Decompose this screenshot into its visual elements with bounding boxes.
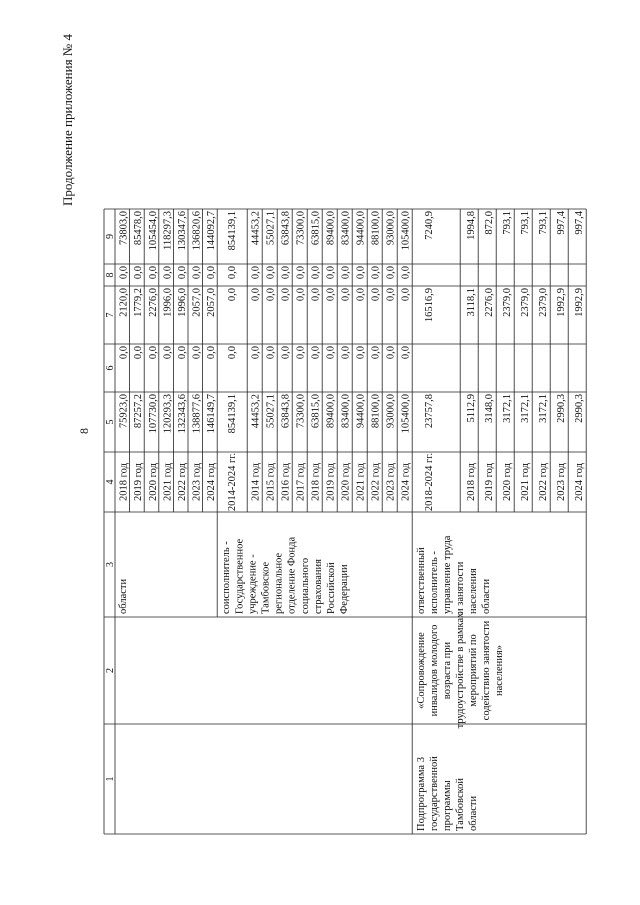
value-cell: 0,0: [147, 266, 159, 280]
value-cell: 854139,1: [227, 211, 239, 251]
period-cell: 2019 год: [325, 463, 337, 501]
value-cell: 107730,0: [147, 394, 159, 434]
value-cell: 118297,3: [162, 211, 174, 250]
page-number: 8: [77, 428, 91, 434]
value-cell: 63843,8: [280, 211, 292, 246]
value-cell: 2057,0: [191, 288, 203, 317]
period-cell: 2018 год: [118, 463, 130, 501]
value-cell: 2057,0: [206, 288, 218, 317]
value-cell: 1992,9: [574, 288, 586, 317]
value-cell: 3172,1: [538, 394, 550, 423]
value-cell: 1996,0: [177, 288, 188, 317]
subprogram-line: Подпрограмма 3: [416, 757, 428, 831]
column-header-8: 8: [105, 272, 117, 278]
column-header-9: 9: [105, 234, 117, 239]
executor-line: ответственный: [416, 547, 428, 614]
period-cell: 2015 год: [265, 463, 277, 501]
executor-line: населения: [468, 568, 480, 614]
period-cell: 2014 год: [250, 463, 262, 501]
financing-table: [104, 209, 586, 834]
col3-line: отделение Фонда: [286, 536, 298, 614]
value-cell: 0,0: [191, 346, 203, 360]
value-cell: 0,0: [400, 288, 412, 302]
period-cell: 2024 год: [400, 463, 412, 501]
value-cell: 132343,6: [177, 394, 188, 434]
value-cell: 0,0: [310, 266, 322, 280]
value-cell: 997,4: [556, 211, 568, 235]
column-header-6: 6: [105, 365, 117, 371]
period-cell: 2021 год: [162, 463, 174, 501]
value-cell: 0,0: [400, 266, 412, 280]
value-cell: 0,0: [295, 346, 307, 360]
value-cell: 793,1: [502, 211, 514, 235]
executor-line: управление труда: [442, 535, 454, 614]
value-cell: 0,0: [118, 346, 130, 360]
period-cell: 2023 год: [191, 463, 203, 501]
value-cell: 0,0: [325, 288, 337, 302]
col3-line: учреждение -: [247, 554, 259, 614]
value-cell: 89400,0: [325, 211, 337, 246]
col3-line: соисполнитель -: [221, 541, 233, 614]
value-cell: 0,0: [355, 288, 367, 302]
value-cell: 0,0: [118, 266, 130, 280]
value-cell: 793,1: [538, 211, 550, 235]
value-cell: 0,0: [250, 266, 262, 280]
period-cell: 2016 год: [280, 463, 292, 501]
col3-line: Российской: [326, 562, 337, 614]
period-cell: 2019 год: [133, 463, 145, 501]
value-cell: 105400,0: [400, 211, 412, 251]
value-cell: 73300,0: [295, 394, 307, 429]
col3-line: Государственное: [234, 538, 246, 614]
value-cell: 0,0: [325, 266, 337, 280]
value-cell: 83400,0: [340, 394, 352, 429]
column-header-4: 4: [105, 479, 117, 485]
value-cell: 0,0: [147, 346, 159, 360]
value-cell: 0,0: [280, 288, 292, 302]
value-cell: 144092,7: [206, 211, 218, 251]
value-cell: 0,0: [265, 288, 277, 302]
period-cell: 2023 год: [385, 463, 397, 501]
value-cell: 793,1: [520, 211, 532, 235]
value-cell: 63843,8: [280, 394, 292, 429]
value-cell: 997,4: [574, 211, 586, 235]
subprogram-line: Тамбовской: [455, 777, 467, 831]
executor-line: и занятости: [455, 561, 467, 614]
subprogram-line: программы: [442, 780, 454, 831]
value-cell: 0,0: [265, 266, 277, 280]
value-cell: 2379,0: [520, 288, 532, 317]
value-cell: 0,0: [250, 346, 262, 360]
value-cell: 854139,1: [227, 394, 239, 434]
event-name-line: трудоустройстве в рамках: [455, 612, 467, 729]
value-cell: 5112,9: [466, 394, 478, 423]
value-cell: 120293,3: [162, 394, 174, 434]
value-cell: 0,0: [280, 346, 292, 360]
period-cell: 2022 год: [177, 463, 188, 501]
period-cell: 2022 год: [538, 463, 550, 501]
period-cell: 2018 год: [310, 463, 322, 501]
value-cell: 0,0: [385, 266, 397, 280]
value-cell: 73803,0: [118, 211, 130, 246]
value-cell: 63815,0: [310, 211, 322, 246]
period-cell: 2018-2024 гг.: [424, 452, 436, 512]
period-cell: 2020 год: [340, 463, 352, 501]
value-cell: 146149,7: [206, 394, 218, 434]
value-cell: 0,0: [133, 346, 145, 360]
value-cell: 94400,0: [355, 211, 367, 246]
value-cell: 85478,0: [133, 211, 145, 246]
value-cell: 83400,0: [340, 211, 352, 246]
column-header-1: 1: [105, 776, 117, 782]
value-cell: 3118,1: [466, 288, 478, 317]
col3-line: социального: [299, 557, 311, 614]
value-cell: 2276,0: [484, 288, 496, 317]
period-cell: 2014-2024 гг.: [227, 452, 239, 512]
event-name-line: населения»: [494, 645, 506, 696]
period-cell: 2021 год: [355, 463, 367, 501]
period-cell: 2020 год: [502, 463, 514, 501]
value-cell: 0,0: [340, 266, 352, 280]
value-cell: 130347,6: [177, 211, 188, 251]
column-header-5: 5: [105, 419, 117, 425]
value-cell: 0,0: [177, 346, 188, 360]
column-header-3: 3: [105, 562, 117, 567]
value-cell: 105400,0: [400, 394, 412, 434]
period-cell: 2022 год: [370, 463, 382, 501]
value-cell: 44453,2: [250, 394, 262, 429]
col3-line: региональное: [273, 552, 285, 614]
value-cell: 2276,0: [147, 288, 159, 317]
value-cell: 0,0: [385, 346, 397, 360]
value-cell: 88100,0: [370, 394, 382, 429]
period-cell: 2024 год: [574, 463, 586, 501]
value-cell: 93000,0: [385, 211, 397, 246]
col3-line: Тамбовское: [260, 561, 272, 614]
value-cell: 0,0: [340, 288, 352, 302]
value-cell: 105454,0: [147, 211, 159, 251]
value-cell: 0,0: [227, 266, 239, 280]
period-cell: 2017 год: [295, 463, 307, 501]
period-cell: 2019 год: [484, 463, 496, 501]
value-cell: 0,0: [280, 266, 292, 280]
value-cell: 23757,8: [424, 394, 436, 429]
value-cell: 0,0: [370, 266, 382, 280]
value-cell: 0,0: [310, 288, 322, 302]
value-cell: 0,0: [370, 288, 382, 302]
value-cell: 0,0: [340, 346, 352, 360]
value-cell: 0,0: [206, 346, 218, 360]
period-cell: 2024 год: [206, 463, 218, 501]
value-cell: 0,0: [265, 346, 277, 360]
value-cell: 2990,3: [556, 394, 568, 423]
subprogram-line: области: [468, 795, 480, 831]
value-cell: 138877,6: [191, 394, 203, 434]
value-cell: 1994,8: [466, 211, 478, 240]
value-cell: 0,0: [227, 288, 239, 302]
value-cell: 93000,0: [385, 394, 397, 429]
value-cell: 0,0: [325, 346, 337, 360]
period-cell: 2020 год: [147, 463, 159, 501]
event-name-line: «Сопровождение: [416, 632, 428, 709]
value-cell: 2379,0: [502, 288, 514, 317]
value-cell: 3172,1: [502, 394, 514, 423]
value-cell: 0,0: [133, 266, 145, 280]
value-cell: 88100,0: [370, 211, 382, 246]
value-cell: 0,0: [295, 288, 307, 302]
value-cell: 0,0: [385, 288, 397, 302]
period-cell: 2021 год: [520, 463, 532, 501]
value-cell: 1992,9: [556, 288, 568, 317]
executor-line: исполнитель -: [429, 551, 441, 614]
value-cell: 1779,2: [133, 288, 145, 317]
value-cell: 136820,6: [191, 211, 203, 251]
value-cell: 3148,0: [484, 394, 496, 423]
value-cell: 0,0: [162, 346, 174, 360]
executor-line: области: [481, 578, 493, 614]
value-cell: 0,0: [400, 346, 412, 360]
value-cell: 0,0: [295, 266, 307, 280]
value-cell: 2379,0: [538, 288, 550, 317]
value-cell: 2120,0: [118, 288, 130, 317]
value-cell: 0,0: [177, 266, 188, 280]
value-cell: 16516,9: [424, 288, 436, 323]
value-cell: 0,0: [310, 346, 322, 360]
value-cell: 55027,1: [265, 394, 277, 429]
value-cell: 3172,1: [520, 394, 532, 423]
table-cells: [105, 210, 585, 831]
period-cell: 2018 год: [466, 463, 478, 501]
event-name-line: содействию занятости: [481, 620, 493, 721]
value-cell: 0,0: [355, 346, 367, 360]
col3-line: Федерации: [339, 564, 351, 614]
value-cell: 7240,9: [424, 211, 436, 240]
column-header-2: 2: [105, 668, 117, 673]
period-cell: 2023 год: [556, 463, 568, 501]
value-cell: 94400,0: [355, 394, 367, 429]
event-name-line: мероприятий по: [468, 634, 480, 707]
value-cell: 73300,0: [295, 211, 307, 246]
value-cell: 0,0: [370, 346, 382, 360]
event-name-line: возраста при: [442, 641, 454, 700]
col3-text: области: [118, 578, 129, 614]
value-cell: 44453,2: [250, 211, 262, 246]
value-cell: 0,0: [162, 266, 174, 280]
value-cell: 55027,1: [265, 211, 277, 246]
value-cell: 63815,0: [310, 394, 322, 429]
value-cell: 0,0: [206, 266, 218, 280]
value-cell: 0,0: [191, 266, 203, 280]
value-cell: 1996,0: [162, 288, 174, 317]
value-cell: 89400,0: [325, 394, 337, 429]
value-cell: 0,0: [250, 288, 262, 302]
subprogram-line: государственной: [429, 756, 441, 831]
col3-line: страхования: [312, 559, 324, 614]
value-cell: 872,0: [484, 211, 496, 235]
value-cell: 75923,0: [118, 394, 130, 429]
column-header-7: 7: [105, 312, 117, 318]
value-cell: 0,0: [355, 266, 367, 280]
value-cell: 87257,2: [133, 394, 145, 429]
appendix-continuation-title: Продолжение приложения № 4: [60, 34, 75, 206]
value-cell: 2990,3: [574, 394, 586, 423]
event-name-line: инвалидов молодого: [429, 624, 441, 717]
value-cell: 0,0: [227, 346, 239, 360]
